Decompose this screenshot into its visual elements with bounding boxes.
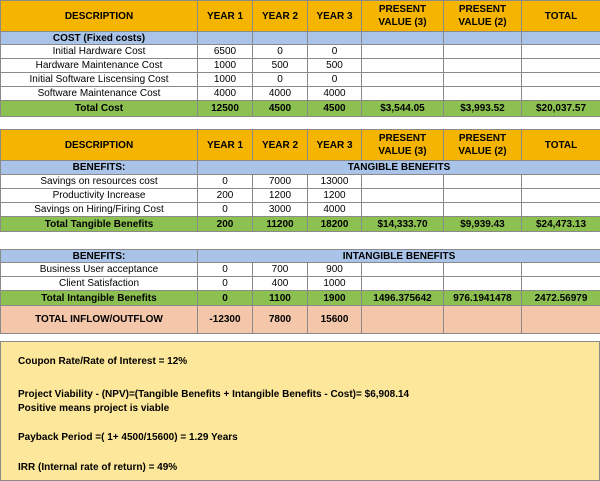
row-label: Business User acceptance — [1, 263, 198, 277]
table-row — [1, 263, 600, 277]
year2-header: YEAR 2 — [253, 1, 308, 32]
cell-y3: 4500 — [308, 101, 362, 117]
cell-pv3: $3,544.05 — [362, 101, 444, 117]
pv3-header: PRESENT VALUE (3) — [362, 130, 444, 161]
cell-y1: 1000 — [198, 59, 253, 73]
row-label: Client Satisfaction — [1, 277, 198, 291]
cost-section-row — [1, 32, 600, 45]
irr-text: IRR (Internal rate of return) = 49% — [18, 462, 178, 473]
year2-header: YEAR 2 — [253, 130, 308, 161]
row-label: Total Intangible Benefits — [1, 291, 198, 306]
summary-notes — [0, 341, 600, 481]
tangible-section-row — [1, 161, 600, 175]
row-label: Savings on resources cost — [1, 175, 198, 189]
cell-y3: 1900 — [308, 291, 362, 306]
row-label: Total Tangible Benefits — [1, 217, 198, 232]
total-header: TOTAL — [522, 130, 600, 161]
tangible-section-label: BENEFITS: — [1, 161, 198, 175]
year1-header: YEAR 1 — [198, 130, 253, 161]
cell-y3: 500 — [308, 59, 362, 73]
total-inflow-row — [1, 306, 600, 334]
cell-total: $20,037.57 — [522, 101, 600, 117]
cell-y2: 0 — [253, 45, 308, 59]
cell-y2: 7000 — [253, 175, 308, 189]
year1-header: YEAR 1 — [198, 1, 253, 32]
description-header: DESCRIPTION — [1, 1, 198, 32]
cell-y3: 1000 — [308, 277, 362, 291]
cell-y2: 700 — [253, 263, 308, 277]
cell-y1: 0 — [198, 263, 253, 277]
cost-section-label: COST (Fixed costs) — [1, 32, 198, 45]
total-intangible-row — [1, 291, 600, 306]
row-label: Hardware Maintenance Cost — [1, 59, 198, 73]
total-tangible-row — [1, 217, 600, 232]
tangible-header-row — [1, 130, 600, 161]
cell-y2: 1100 — [253, 291, 308, 306]
row-label: TOTAL INFLOW/OUTFLOW — [1, 306, 198, 334]
npv-note-text: Positive means project is viable — [18, 403, 170, 414]
row-label: Initial Software Liscensing Cost — [1, 73, 198, 87]
cell-y2: 500 — [253, 59, 308, 73]
cell-y1: 0 — [198, 203, 253, 217]
table-row — [1, 277, 600, 291]
cell-y3: 15600 — [308, 306, 362, 334]
coupon-rate-text: Coupon Rate/Rate of Interest = 12% — [18, 356, 188, 367]
table-row — [1, 203, 600, 217]
row-label: Savings on Hiring/Firing Cost — [1, 203, 198, 217]
npv-text: Project Viability - (NPV)=(Tangible Benefits + Intangible Benefits - Cost)= $6,908.14 — [18, 389, 410, 400]
row-label: Productivity Increase — [1, 189, 198, 203]
cell-y1: 0 — [198, 175, 253, 189]
cell-y1: 0 — [198, 277, 253, 291]
total-header: TOTAL — [522, 1, 600, 32]
intangible-section-row — [1, 250, 600, 263]
cell-y2: 7800 — [253, 306, 308, 334]
table-row — [1, 189, 600, 203]
table-row — [1, 87, 600, 101]
cell-total: 2472.56979 — [522, 291, 600, 306]
pv3-header: PRESENT VALUE (3) — [362, 1, 444, 32]
payback-text: Payback Period =( 1+ 4500/15600) = 1.29 Years — [18, 432, 238, 443]
intangible-benefits-table — [0, 249, 600, 334]
total-cost-row — [1, 101, 600, 117]
row-label: Total Cost — [1, 101, 198, 117]
cell-y2: 0 — [253, 73, 308, 87]
cell-y3: 900 — [308, 263, 362, 277]
cell-y2: 1200 — [253, 189, 308, 203]
pv2-header: PRESENT VALUE (2) — [444, 1, 522, 32]
cell-y1: 200 — [198, 217, 253, 232]
cell-pv2: $9,939.43 — [444, 217, 522, 232]
cell-y3: 0 — [308, 73, 362, 87]
cell-total: $24,473.13 — [522, 217, 600, 232]
cell-y1: 0 — [198, 291, 253, 306]
intangible-section-label: BENEFITS: — [1, 250, 198, 263]
cell-y1: 6500 — [198, 45, 253, 59]
description-header: DESCRIPTION — [1, 130, 198, 161]
cost-table — [0, 0, 600, 117]
cost-header-row — [1, 1, 600, 32]
year3-header: YEAR 3 — [308, 130, 362, 161]
cell-y2: 4500 — [253, 101, 308, 117]
intangible-group-label: INTANGIBLE BENEFITS — [198, 250, 600, 263]
tangible-group-label: TANGIBLE BENEFITS — [198, 161, 600, 175]
row-label: Software Maintenance Cost — [1, 87, 198, 101]
cell-pv2: $3,993.52 — [444, 101, 522, 117]
year3-header: YEAR 3 — [308, 1, 362, 32]
tangible-benefits-table — [0, 129, 600, 232]
cell-y3: 0 — [308, 45, 362, 59]
cell-y2: 11200 — [253, 217, 308, 232]
cell-y2: 4000 — [253, 87, 308, 101]
cell-y3: 1200 — [308, 189, 362, 203]
cell-y1: 1000 — [198, 73, 253, 87]
table-row — [1, 175, 600, 189]
cell-y1: 12500 — [198, 101, 253, 117]
cell-pv3: $14,333.70 — [362, 217, 444, 232]
table-row — [1, 59, 600, 73]
cell-y3: 4000 — [308, 87, 362, 101]
cell-y1: 200 — [198, 189, 253, 203]
cell-y1: -12300 — [198, 306, 253, 334]
cell-y2: 400 — [253, 277, 308, 291]
pv2-header: PRESENT VALUE (2) — [444, 130, 522, 161]
cell-y2: 3000 — [253, 203, 308, 217]
table-row — [1, 73, 600, 87]
cell-y3: 4000 — [308, 203, 362, 217]
cell-pv3: 1496.375642 — [362, 291, 444, 306]
cell-y1: 4000 — [198, 87, 253, 101]
row-label: Initial Hardware Cost — [1, 45, 198, 59]
cell-y3: 18200 — [308, 217, 362, 232]
table-row — [1, 45, 600, 59]
cell-pv2: 976.1941478 — [444, 291, 522, 306]
cell-y3: 13000 — [308, 175, 362, 189]
